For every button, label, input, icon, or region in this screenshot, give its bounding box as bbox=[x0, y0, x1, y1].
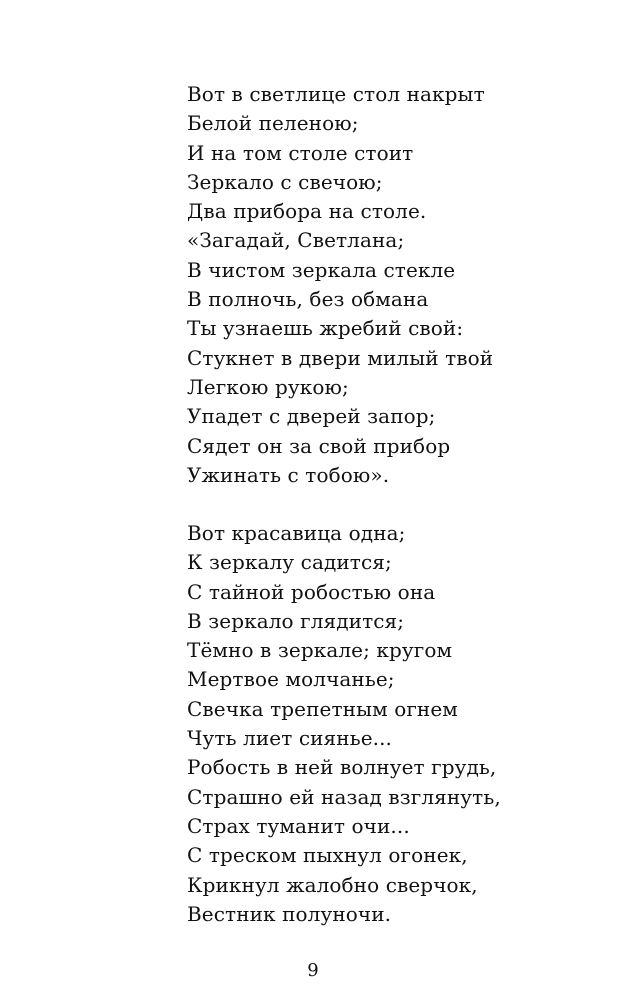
poem-line: Ты узнаешь жребий свой: bbox=[187, 316, 464, 341]
poem-line: В чистом зеркала стекле bbox=[187, 257, 456, 282]
poem-line: Вестник полуночи. bbox=[187, 901, 392, 926]
poem-line: «Загадай, Светлана; bbox=[187, 228, 405, 253]
poem-line: Упадет с дверей запор; bbox=[187, 404, 436, 429]
poem-line: И на том столе стоит bbox=[187, 140, 414, 165]
stanza-2 bbox=[187, 519, 501, 929]
poem-line: Два прибора на столе. bbox=[187, 199, 427, 224]
page-number: 9 bbox=[307, 960, 319, 981]
poem-line: Страшно ей назад взглянуть, bbox=[187, 784, 501, 809]
stanza-1 bbox=[187, 80, 493, 490]
poem-line: Белой пеленою; bbox=[187, 111, 359, 136]
poem-line: Вот красавица одна; bbox=[187, 521, 406, 545]
poem-line: Страх туманит очи... bbox=[187, 813, 410, 838]
poem-line: Вот в светлице стол накрыт bbox=[187, 82, 485, 106]
poem-line: Крикнул жалобно сверчок, bbox=[187, 872, 478, 897]
poem-line: Зеркало с свечою; bbox=[187, 169, 383, 194]
poem-line: В полночь, без обмана bbox=[187, 287, 429, 312]
poem-line: Легкою рукою; bbox=[187, 374, 349, 399]
poem-line: Ужинать с тобою». bbox=[187, 462, 390, 487]
poem-line: Тёмно в зеркале; кругом bbox=[187, 638, 453, 663]
poem-line: К зеркалу садится; bbox=[187, 550, 392, 575]
poem-line: В зеркало глядится; bbox=[187, 608, 405, 633]
poem-line: Сядет он за свой прибор bbox=[187, 433, 451, 458]
poem-line: Мертвое молчанье; bbox=[187, 667, 395, 692]
poem-line: Робость в ней волнует грудь, bbox=[187, 755, 497, 780]
poem-line: Свечка трепетным огнем bbox=[187, 696, 458, 721]
poem-line: Стукнет в двери милый твой bbox=[187, 345, 494, 370]
poem-line: Чуть лиет сиянье... bbox=[187, 726, 393, 751]
poem-line: С тайной робостью она bbox=[187, 579, 436, 604]
poem-line: С треском пыхнул огонек, bbox=[187, 843, 468, 868]
